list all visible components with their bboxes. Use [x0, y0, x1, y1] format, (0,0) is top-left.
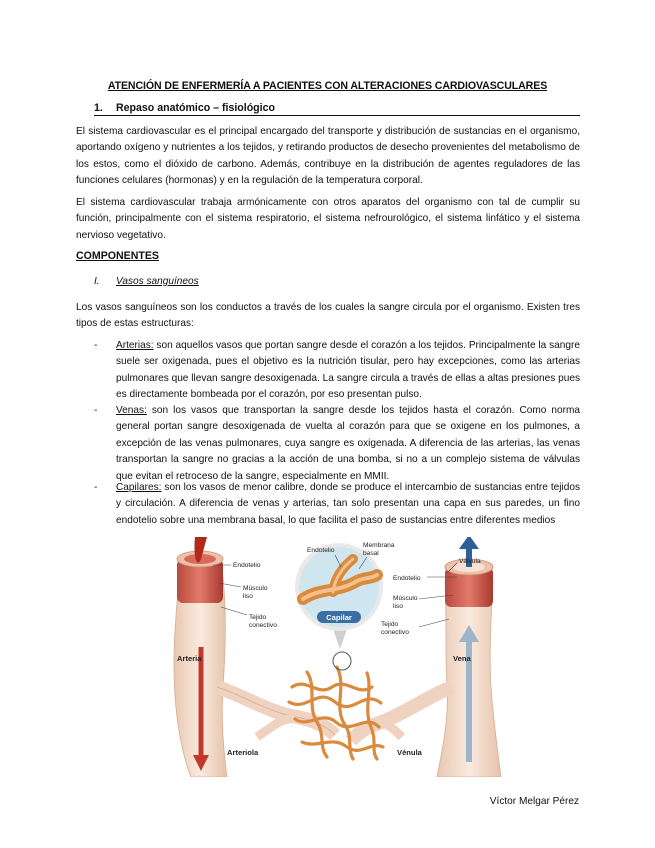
label-capilar: Capilar [326, 613, 352, 622]
term-arterias: Arterias: [116, 340, 154, 351]
label-conectivo-right: conectivo [381, 629, 409, 636]
list-dash: - [94, 482, 98, 493]
term-venas: Venas: [116, 405, 147, 416]
list-item-arterias [94, 338, 580, 404]
label-basal: basal [363, 550, 379, 557]
paragraph-vessels: Los vasos sanguíneos son los conductos a través de los cuales la sangre circula por el organismo. Existen tres tipos de estas estructuras: [76, 302, 580, 330]
list-item-capilares [94, 480, 580, 529]
list-dash: - [94, 405, 98, 416]
label-tejido-right: Tejido [381, 621, 399, 628]
components-heading: COMPONENTES [76, 250, 159, 262]
section-title: Repaso anatómico – fisiológico [116, 102, 275, 114]
label-conectivo-left: conectivo [249, 622, 277, 629]
label-membrana: Membrana [363, 542, 395, 549]
label-venula: Vénula [397, 748, 422, 757]
document-title: ATENCIÓN DE ENFERMERÍA A PACIENTES CON ALTERACIONES CARDIOVASCULARES [107, 80, 548, 92]
label-endotelio-left: Endotelio [233, 562, 261, 569]
capillary-zoom [297, 545, 381, 649]
label-vena: Vena [453, 654, 471, 663]
label-valvula: Válvula [459, 558, 481, 565]
author-signature: Víctor Melgar Pérez [489, 796, 579, 807]
label-endotelio-top: Endotelio [307, 547, 335, 554]
item-text: son aquellos vasos que portan sangre desde el corazón a los tejidos. Principalmente la sangre suele ser oxigenada, pues el objetivo es la nutrición tisular, pero hay excepciones, como las arterias pulmonares que llevan sangre desoxigenada. La sangre circula a través de ellas a altas presiones pues es directamente bombeada por el corazón, por eso presentan pulso. [116, 340, 580, 401]
subsection-title: Vasos sanguíneos [116, 276, 199, 287]
subsection-number: I. [94, 276, 100, 287]
label-arteriola: Arteriola [227, 748, 259, 757]
paragraph-systems: El sistema cardiovascular trabaja armónicamente con otros aparatos del organismo con tal de cumplir su función, principalmente con el sistema respiratorio, el sistema nefrourológico, el sistema linfático y el sistema nervioso vegetativo. [76, 197, 580, 241]
label-musculo-left: Músculo [243, 585, 268, 592]
label-endotelio-right: Endotelio [393, 575, 421, 582]
label-liso-left: liso [243, 593, 253, 600]
paragraph-intro: El sistema cardiovascular es el principal encargado del transporte y distribución de sustancias en el organismo, aportando oxígeno y nutrientes a los tejidos, y retirando productos de desecho provenientes del metabolismo de los estos, como el dióxido de carbono. Además, contribuye en la distribución de agentes reguladores de las funciones celulares (hormonas) y en la regulación de la temperatura corporal. [76, 126, 580, 187]
label-musculo-right: Músculo [393, 595, 418, 602]
label-arteria: Arteria [177, 654, 202, 663]
list-item-venas [94, 403, 580, 485]
label-tejido-left: Tejido [249, 614, 267, 621]
term-capilares: Capilares: [116, 482, 162, 493]
section-heading [94, 102, 580, 116]
item-text: son los vasos de menor calibre, donde se produce el intercambio de sustancias entre tejidos y circulación. A diferencia de venas y arterias, tan solo presentan una capa en sus paredes, un fino endotelio sobre una membrana basal, lo que facilita el paso de sustancias entre diferentes medios [116, 482, 580, 526]
subsection-heading [94, 276, 199, 287]
item-text: son los vasos que transportan la sangre desde los tejidos hasta el corazón. Como norma general portan sangre desoxigenada de vuelta al corazón para que se oxigene en los pulmones, a excepción de las venas pulmonares, cuya sangre es oxigenada. A diferencia de las arterias, las venas transportan la sangre no gracias a la acción de una bomba, si no a un complejo sistema de válvulas que evitan el retroceso de la sangre, especialmente en MMII. [116, 405, 580, 482]
list-dash: - [94, 340, 98, 351]
label-liso-right: liso [393, 603, 403, 610]
section-number: 1. [94, 102, 103, 114]
blood-vessels-illustration [157, 537, 527, 777]
